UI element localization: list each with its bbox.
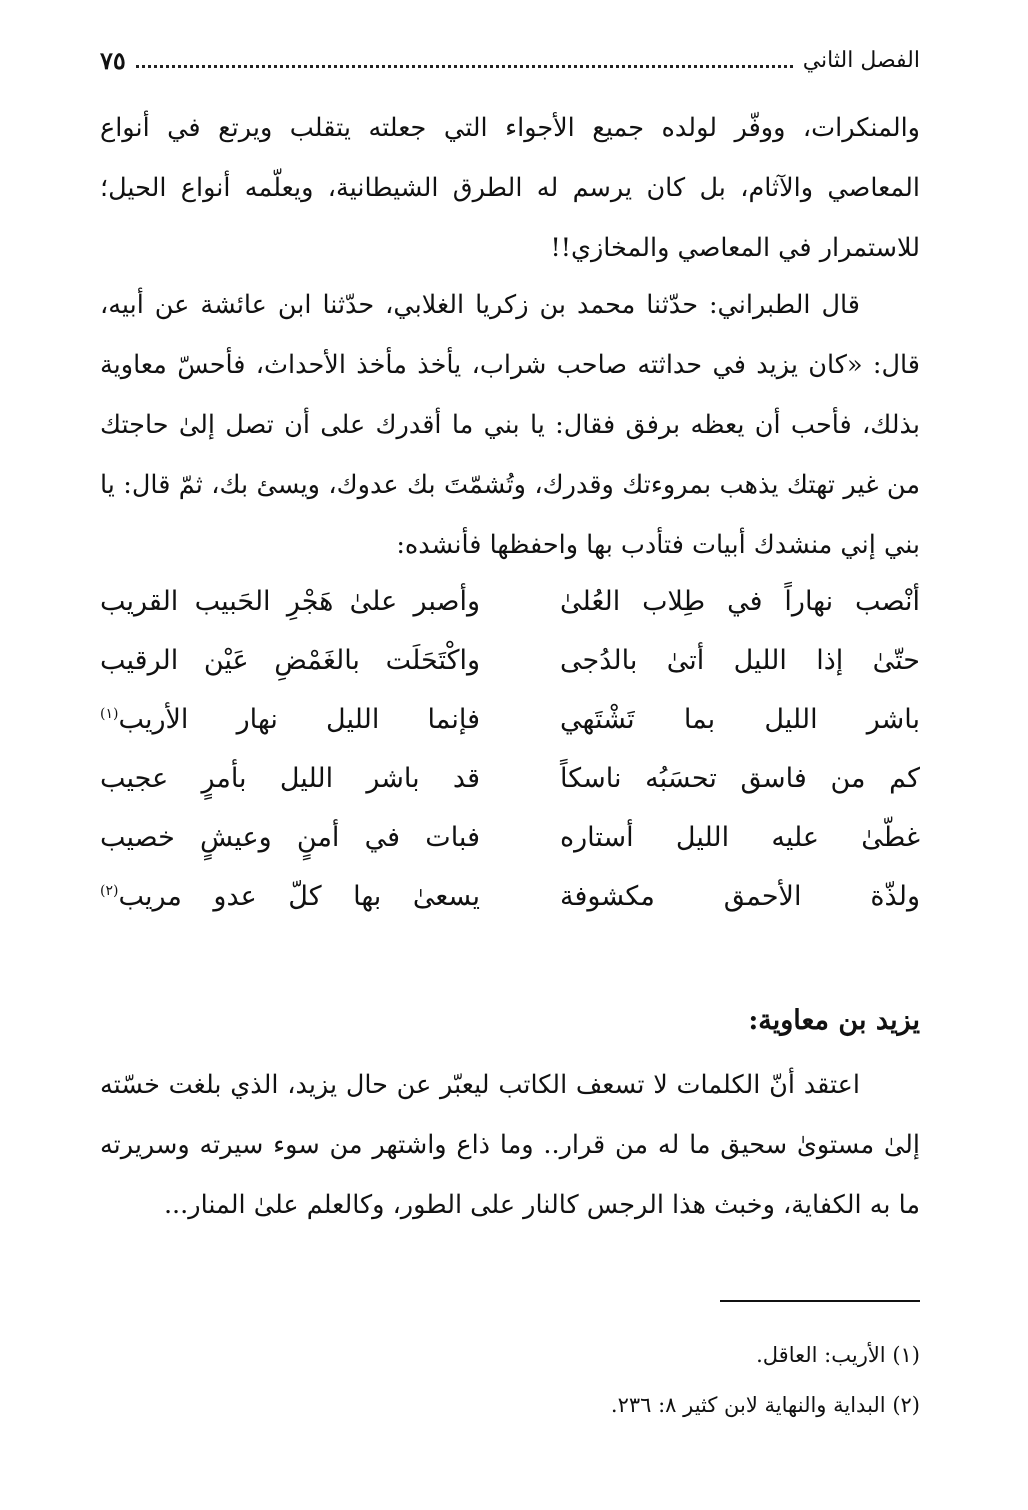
verse-first-hemistich: أنْصب نهاراً في طِلاب العُلىٰ	[560, 586, 920, 617]
poem-verse	[100, 690, 920, 749]
section-paragraph	[100, 1055, 920, 1235]
footnote-marker: (٢)	[100, 883, 119, 899]
paragraph-1	[100, 98, 920, 278]
verse-first-hemistich: كم من فاسق تحسَبُه ناسكاً	[560, 763, 920, 794]
section-heading: يزيد بن معاوية:	[748, 1005, 920, 1036]
hemistich-text: وأصبر علىٰ هَجْرِ الحَبيب القريب	[100, 586, 480, 617]
hemistich-text: واكْتَحَلَت بالغَمْضِ عَيْن الرقيب	[100, 645, 480, 676]
hemistich-text: فبات في أمنٍ وعيشٍ خصيب	[100, 822, 480, 853]
verse-second-hemistich	[100, 586, 480, 617]
paragraph-text: اعتقد أنّ الكلمات لا تسعف الكاتب ليعبّر عن حال يزيد، الذي بلغت خسّته إلىٰ مستوىٰ سحيق ما له من قرار.. وما ذاع واشتهر من سوء سيرته وسريرته ما به الكفاية، وخبث هذا الرجس كالنار على الطور، وكالعلم علىٰ المنار...	[100, 1070, 920, 1220]
poem-verse	[100, 867, 920, 926]
footnote-2: (٢) البداية والنهاية لابن كثير ٨: ٢٣٦.	[610, 1393, 920, 1417]
verse-second-hemistich	[100, 763, 480, 794]
verse-second-hemistich	[100, 704, 480, 735]
poem-verse	[100, 808, 920, 867]
footnotes	[100, 1330, 920, 1430]
footnote-1: (١) الأريب: العاقل.	[756, 1343, 920, 1367]
poem-verse	[100, 749, 920, 808]
running-header	[100, 40, 920, 80]
hemistich-text: يسعىٰ بها كلّ عدو مريب	[118, 881, 480, 912]
verse-second-hemistich	[100, 881, 480, 912]
footnote-marker: (١)	[100, 706, 119, 722]
verse-first-hemistich: باشر الليل بما تَشْتَهي	[560, 704, 920, 735]
verse-first-hemistich: حتّىٰ إذا الليل أتىٰ بالدُجى	[560, 645, 920, 676]
paragraph-2	[100, 275, 920, 575]
paragraph-text: والمنكرات، ووفّر لولده جميع الأجواء التي جعلته يتقلب ويرتع في أنواع المعاصي والآثام، بل كان يرسم له الطرق الشيطانية، ويعلّمه أنواع الحيل؛ للاستمرار في المعاصي والمخازي!!	[100, 113, 920, 263]
verse-first-hemistich: غطّىٰ عليه الليل أستاره	[560, 822, 920, 853]
verse-first-hemistich: ولذّة الأحمق مكشوفة	[560, 881, 920, 912]
hemistich-text: قد باشر الليل بأمرٍ عجيب	[100, 763, 480, 794]
poem	[100, 572, 920, 926]
poem-verse	[100, 631, 920, 690]
page-number: ٧٥	[100, 45, 126, 75]
chapter-title: الفصل الثاني	[802, 47, 920, 73]
footnote-separator	[720, 1300, 920, 1302]
poem-verse	[100, 572, 920, 631]
verse-second-hemistich	[100, 645, 480, 676]
header-dot-leader	[136, 65, 793, 68]
hemistich-text: فإنما الليل نهار الأريب	[118, 704, 480, 735]
verse-second-hemistich	[100, 822, 480, 853]
paragraph-text: قال الطبراني: حدّثنا محمد بن زكريا الغلابي، حدّثنا ابن عائشة عن أبيه، قال: «كان يزيد في حداثته صاحب شراب، يأخذ مأخذ الأحداث، فأحسّ معاوية بذلك، فأحب أن يعظه برفق فقال: يا بني ما أقدرك على أن تصل إلىٰ حاجتك من غير تهتك يذهب بمروءتك وقدرك، وتُشمّتَ بك عدوك، ويسئ بك، ثمّ قال: يا بني إني منشدك أبيات فتأدب بها واحفظها فأنشده:	[100, 290, 920, 560]
